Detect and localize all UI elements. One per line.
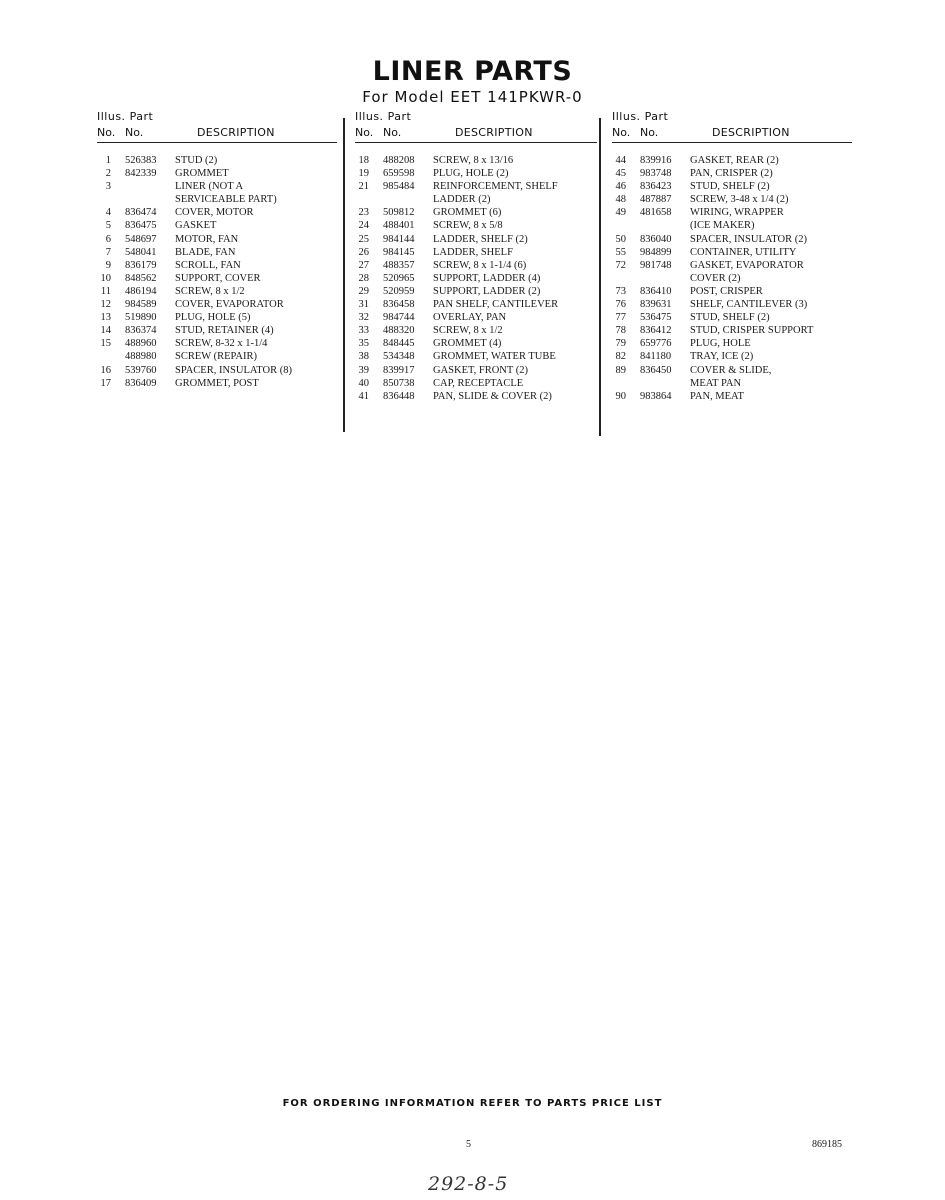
model-subtitle: For Model EET 141PKWR-0 [362, 88, 583, 106]
part-number: 836040 [640, 233, 672, 245]
illus-number: 10 [100, 272, 111, 284]
part-number: 836409 [125, 377, 157, 389]
part-description: LADDER, SHELF [433, 246, 513, 258]
table-row [612, 325, 852, 338]
illus-number: 50 [615, 233, 626, 245]
illus-number: 28 [358, 272, 369, 284]
table-row [97, 234, 337, 247]
part-number: 536475 [640, 312, 672, 324]
part-description: SERVICEABLE PART) [175, 194, 277, 206]
table-row [97, 378, 337, 391]
part-number: 984145 [383, 246, 415, 258]
part-description: SCROLL, FAN [175, 259, 241, 271]
table-row [97, 168, 337, 181]
part-description: PLUG, HOLE (5) [175, 312, 251, 324]
part-description: PAN, SLIDE & COVER (2) [433, 390, 552, 402]
part-description: TRAY, ICE (2) [690, 351, 754, 363]
header-description: DESCRIPTION [455, 126, 533, 139]
part-number: 848445 [383, 338, 415, 350]
illus-number: 31 [358, 299, 369, 311]
illus-number: 26 [358, 246, 369, 258]
illus-number: 2 [105, 168, 111, 180]
part-number: 548041 [125, 246, 157, 258]
part-number: 488320 [383, 325, 415, 337]
page-number: 5 [466, 1139, 471, 1150]
part-number: 836412 [640, 325, 672, 337]
table-row [612, 194, 852, 207]
table-row [355, 378, 597, 391]
part-number: 984589 [125, 299, 157, 311]
table-row [97, 312, 337, 325]
part-description: GROMMET (4) [433, 338, 502, 350]
illus-number: 72 [615, 259, 626, 271]
part-number: 659598 [383, 168, 415, 180]
table-row [612, 338, 852, 351]
illus-number: 15 [100, 338, 111, 350]
illus-number: 25 [358, 233, 369, 245]
part-number: 836458 [383, 299, 415, 311]
header-part-no: No. [125, 126, 144, 139]
header-illus-part: Illus. Part [612, 110, 669, 123]
illus-number: 44 [615, 155, 626, 166]
table-row [355, 351, 597, 364]
illus-number: 6 [105, 233, 111, 245]
part-number: 520965 [383, 272, 415, 284]
table-row [97, 325, 337, 338]
part-description: SCREW, 8-32 x 1-1/4 [175, 338, 268, 350]
table-row [612, 155, 852, 168]
illus-number: 27 [358, 259, 369, 271]
illus-number: 1 [105, 155, 111, 166]
part-number: 534348 [383, 351, 415, 363]
part-description: OVERLAY, PAN [433, 312, 507, 324]
part-description: LADDER (2) [433, 194, 491, 206]
header-part-no: No. [640, 126, 659, 139]
illus-number: 45 [615, 168, 626, 180]
part-description: PLUG, HOLE [690, 338, 751, 350]
table-row [612, 260, 852, 273]
header-description: DESCRIPTION [712, 126, 790, 139]
part-number: 850738 [383, 377, 415, 389]
table-row [97, 351, 337, 364]
part-description: STUD, SHELF (2) [690, 181, 770, 193]
part-description: WIRING, WRAPPER [690, 207, 784, 219]
header-no: No. [97, 126, 116, 139]
illus-number: 16 [100, 364, 111, 376]
part-description: (ICE MAKER) [690, 220, 755, 232]
table-row [355, 391, 597, 404]
part-description: COVER, MOTOR [175, 207, 254, 219]
part-description: STUD (2) [175, 155, 218, 166]
table-row [355, 299, 597, 312]
illus-number: 33 [358, 325, 369, 337]
illus-number: 76 [615, 299, 626, 311]
part-number: 520959 [383, 285, 415, 297]
part-number: 488980 [125, 351, 157, 363]
part-description: GROMMET (6) [433, 207, 502, 219]
part-number: 487887 [640, 194, 672, 206]
part-number: 836448 [383, 390, 415, 402]
part-description: MEAT PAN [690, 377, 742, 389]
part-description: GROMMET [175, 168, 229, 180]
illus-number: 29 [358, 285, 369, 297]
part-description: PAN SHELF, CANTILEVER [433, 299, 559, 311]
illus-number: 38 [358, 351, 369, 363]
column-header [97, 110, 337, 142]
illus-number: 48 [615, 194, 626, 206]
table-row [355, 207, 597, 220]
illus-number: 90 [615, 390, 626, 402]
part-number: 839631 [640, 299, 672, 311]
part-description: SUPPORT, LADDER (2) [433, 285, 541, 297]
table-row [612, 247, 852, 260]
table-row [612, 299, 852, 312]
part-description: SCREW, 8 x 1/2 [433, 325, 503, 337]
part-description: SCREW, 8 x 13/16 [433, 155, 514, 166]
part-description: PAN, CRISPER (2) [690, 168, 773, 180]
part-number: 659776 [640, 338, 672, 350]
table-row [355, 168, 597, 181]
part-number: 848562 [125, 272, 157, 284]
header-part-no: No. [383, 126, 402, 139]
table-row [355, 260, 597, 273]
part-description: SUPPORT, LADDER (4) [433, 272, 541, 284]
illus-number: 49 [615, 207, 626, 219]
part-number: 981748 [640, 259, 672, 271]
header-description: DESCRIPTION [197, 126, 275, 139]
illus-number: 9 [105, 259, 111, 271]
illus-number: 11 [100, 285, 111, 297]
part-number: 488960 [125, 338, 157, 350]
table-row [355, 365, 597, 378]
table-row [97, 299, 337, 312]
table-row [612, 286, 852, 299]
table-row [355, 194, 597, 207]
illus-number: 19 [358, 168, 369, 180]
table-row [612, 234, 852, 247]
part-number: 488357 [383, 259, 415, 271]
part-number: 548697 [125, 233, 157, 245]
part-description: SCREW, 8 x 1/2 [175, 285, 245, 297]
table-row [97, 220, 337, 233]
part-description: POST, CRISPER [690, 285, 763, 297]
illus-number: 21 [358, 181, 369, 193]
table-row [97, 155, 337, 168]
part-description: SCREW, 3-48 x 1/4 (2) [690, 194, 789, 206]
part-description: CAP, RECEPTACLE [433, 377, 524, 389]
illus-number: 39 [358, 364, 369, 376]
table-row [612, 181, 852, 194]
part-number: 836179 [125, 259, 157, 271]
page-title: LINER PARTS [372, 56, 573, 87]
header-no: No. [612, 126, 631, 139]
part-description: STUD, CRISPER SUPPORT [690, 325, 814, 337]
table-row [355, 155, 597, 168]
part-number: 836474 [125, 207, 157, 219]
part-number: 984744 [383, 312, 415, 324]
column-divider-1 [343, 118, 345, 432]
part-number: 486194 [125, 285, 157, 297]
part-number: 488401 [383, 220, 415, 232]
part-description: LINER (NOT A [175, 181, 244, 193]
parts-rows [612, 155, 852, 404]
table-row [355, 181, 597, 194]
table-row [612, 365, 852, 378]
parts-column-2 [355, 110, 597, 404]
illus-number: 24 [358, 220, 369, 232]
table-row [355, 220, 597, 233]
table-row [612, 273, 852, 286]
table-row [612, 207, 852, 220]
table-row [355, 286, 597, 299]
part-description: GASKET, EVAPORATOR [690, 259, 804, 271]
illus-number: 73 [615, 285, 626, 297]
parts-rows [355, 155, 597, 404]
illus-number: 32 [358, 312, 369, 324]
part-number: 509812 [383, 207, 415, 219]
illus-number: 12 [100, 299, 111, 311]
part-description: SPACER, INSULATOR (8) [175, 364, 292, 376]
part-description: STUD, SHELF (2) [690, 312, 770, 324]
part-description: GROMMET, POST [175, 377, 259, 389]
illus-number: 89 [615, 364, 626, 376]
table-row [355, 325, 597, 338]
illus-number: 78 [615, 325, 626, 337]
parts-rows [97, 155, 337, 391]
part-number: 526383 [125, 155, 157, 166]
part-description: SHELF, CANTILEVER (3) [690, 299, 808, 311]
part-description: STUD, RETAINER (4) [175, 325, 274, 337]
part-description: GASKET [175, 220, 217, 232]
part-number: 836475 [125, 220, 157, 232]
table-row [97, 260, 337, 273]
table-row [612, 312, 852, 325]
part-description: SCREW, 8 x 5/8 [433, 220, 503, 232]
illus-number: 18 [358, 155, 369, 166]
illus-number: 4 [105, 207, 111, 219]
part-number: 839916 [640, 155, 672, 166]
column-header [355, 110, 597, 142]
illus-number: 46 [615, 181, 626, 193]
column-header [612, 110, 852, 142]
table-row [97, 207, 337, 220]
parts-column-1 [97, 110, 337, 391]
part-number: 841180 [640, 351, 672, 363]
part-number: 983864 [640, 390, 672, 402]
illus-number: 40 [358, 377, 369, 389]
illus-number: 5 [105, 220, 111, 232]
table-row [97, 273, 337, 286]
part-description: SUPPORT, COVER [175, 272, 261, 284]
header-rule [612, 142, 852, 143]
part-number: 519890 [125, 312, 157, 324]
header-illus-part: Illus. Part [355, 110, 412, 123]
part-number: 985484 [383, 181, 415, 193]
part-description: GASKET, REAR (2) [690, 155, 779, 166]
header-illus-part: Illus. Part [97, 110, 154, 123]
part-description: COVER & SLIDE, [690, 364, 772, 376]
table-row [612, 220, 852, 233]
table-row [355, 234, 597, 247]
part-description: COVER, EVAPORATOR [175, 299, 284, 311]
table-row [97, 247, 337, 260]
table-row [97, 181, 337, 194]
part-number: 836374 [125, 325, 157, 337]
table-row [612, 378, 852, 391]
part-number: 984899 [640, 246, 672, 258]
illus-number: 17 [100, 377, 111, 389]
part-description: GROMMET, WATER TUBE [433, 351, 556, 363]
handwritten-note: 292-8-5 [428, 1173, 509, 1195]
table-row [612, 391, 852, 404]
part-description: LADDER, SHELF (2) [433, 233, 528, 245]
part-number: 842339 [125, 168, 157, 180]
header-rule [355, 142, 597, 143]
illus-number: 35 [358, 338, 369, 350]
table-row [355, 273, 597, 286]
parts-column-3 [612, 110, 852, 404]
table-row [97, 338, 337, 351]
header-no: No. [355, 126, 374, 139]
part-description: SPACER, INSULATOR (2) [690, 233, 807, 245]
table-row [97, 365, 337, 378]
table-row [612, 168, 852, 181]
document-number: 869185 [812, 1139, 842, 1150]
part-description: SCREW (REPAIR) [175, 351, 257, 363]
part-number: 481658 [640, 207, 672, 219]
part-description: MOTOR, FAN [175, 233, 239, 245]
illus-number: 13 [100, 312, 111, 324]
part-number: 488208 [383, 155, 415, 166]
part-description: PAN, MEAT [690, 390, 744, 402]
illus-number: 41 [358, 390, 369, 402]
table-row [612, 351, 852, 364]
part-description: COVER (2) [690, 272, 741, 284]
part-description: CONTAINER, UTILITY [690, 246, 797, 258]
part-description: BLADE, FAN [175, 246, 236, 258]
part-number: 839917 [383, 364, 415, 376]
table-row [97, 286, 337, 299]
table-row [355, 247, 597, 260]
table-row [355, 338, 597, 351]
part-number: 539760 [125, 364, 157, 376]
part-number: 836423 [640, 181, 672, 193]
illus-number: 14 [100, 325, 111, 337]
table-row [97, 194, 337, 207]
illus-number: 3 [105, 181, 111, 193]
column-divider-2 [599, 118, 601, 436]
illus-number: 79 [615, 338, 626, 350]
part-description: PLUG, HOLE (2) [433, 168, 509, 180]
part-description: REINFORCEMENT, SHELF [433, 181, 558, 193]
illus-number: 55 [615, 246, 626, 258]
part-number: 984144 [383, 233, 415, 245]
ordering-note: FOR ORDERING INFORMATION REFER TO PARTS PRICE LIST [282, 1098, 663, 1109]
illus-number: 23 [358, 207, 369, 219]
illus-number: 77 [615, 312, 626, 324]
illus-number: 7 [105, 246, 111, 258]
part-description: SCREW, 8 x 1-1/4 (6) [433, 259, 527, 271]
illus-number: 82 [615, 351, 626, 363]
part-number: 836410 [640, 285, 672, 297]
header-rule [97, 142, 337, 143]
part-number: 836450 [640, 364, 672, 376]
table-row [355, 312, 597, 325]
part-description: GASKET, FRONT (2) [433, 364, 528, 376]
part-number: 983748 [640, 168, 672, 180]
